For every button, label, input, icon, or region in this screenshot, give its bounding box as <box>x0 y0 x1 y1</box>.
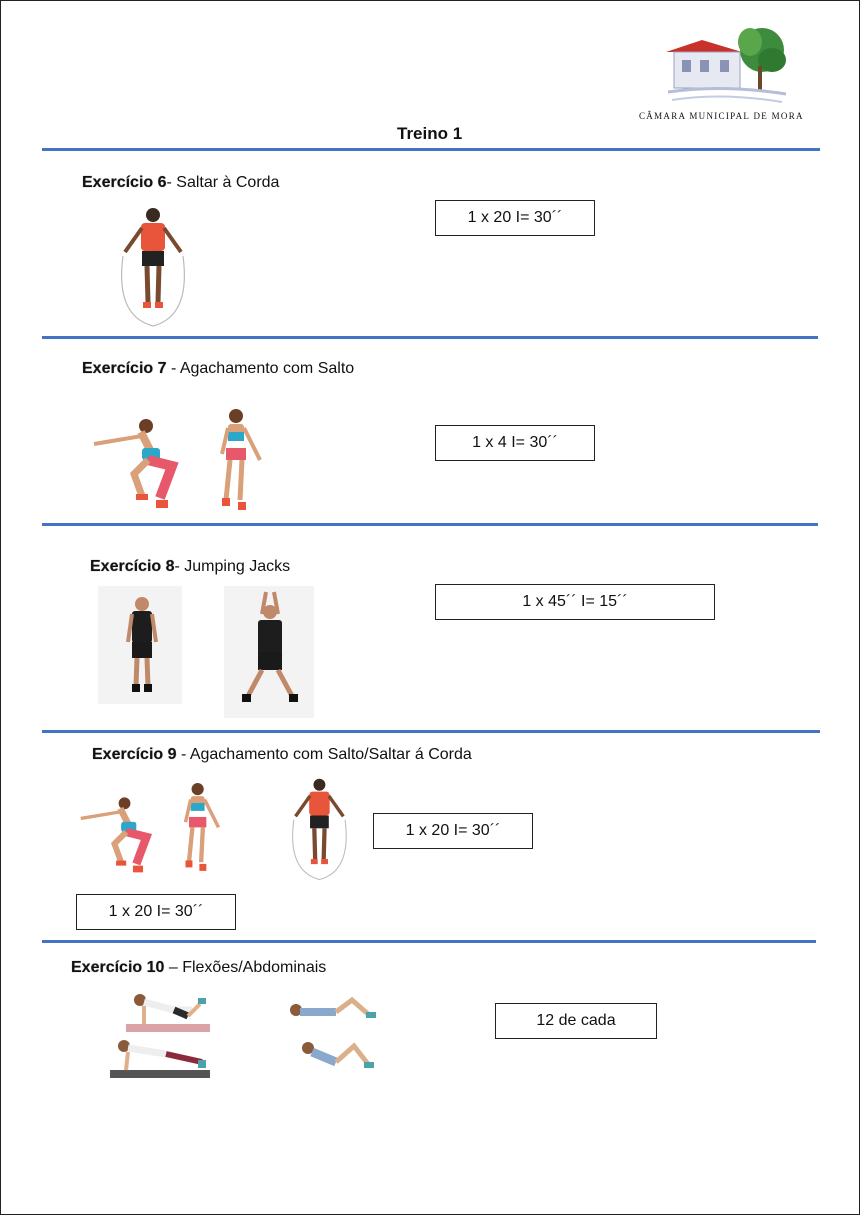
exercise-label: Exercício 9 <box>92 746 177 763</box>
divider <box>42 940 816 943</box>
exercise-label: Exercício 8 <box>90 558 175 575</box>
squat-figure <box>86 414 181 518</box>
exercise-name: - Jumping Jacks <box>174 558 291 575</box>
exercise-label: Exercício 10 <box>71 959 165 976</box>
exercise-6-heading <box>82 174 279 192</box>
jump-squat-figure <box>182 778 222 882</box>
exercise-10-sets-box: 12 de cada <box>495 1003 657 1039</box>
exercise-name: - Agachamento com Salto/Saltar á Corda <box>176 746 472 763</box>
squat-figure <box>74 786 154 888</box>
exercise-10-heading <box>71 959 326 977</box>
exercise-9-rope-sets-box: 1 x 20 I= 30´´ <box>373 813 533 849</box>
jump-rope-figure <box>115 206 190 330</box>
logo-text: CÂMARA MUNICIPAL DE MORA <box>639 111 804 121</box>
divider <box>42 148 820 151</box>
exercise-name: - Saltar à Corda <box>166 174 280 191</box>
exercise-9-squat-sets-box: 1 x 20 I= 30´´ <box>76 894 236 930</box>
crunch-figure <box>288 994 384 1024</box>
divider <box>42 336 818 339</box>
exercise-7-heading <box>82 360 354 378</box>
page-title: Treino 1 <box>397 124 463 143</box>
exercise-7-sets-box: 1 x 4 I= 30´´ <box>435 425 595 461</box>
jump-squat-figure <box>218 408 264 518</box>
exercise-9-heading <box>92 746 472 764</box>
exercise-8-heading <box>90 558 290 576</box>
exercise-name: – Flexões/Abdominais <box>164 959 327 976</box>
municipal-logo <box>662 22 792 110</box>
exercise-label: Exercício 6 <box>82 174 167 191</box>
exercise-6-sets-box: 1 x 20 I= 30´´ <box>435 200 595 236</box>
exercise-8-sets-box: 1 x 45´´ I= 15´´ <box>435 584 715 620</box>
jumping-jack-open-figure <box>238 588 302 706</box>
divider <box>42 523 818 526</box>
divider <box>42 730 820 733</box>
jump-rope-figure <box>287 776 351 884</box>
situp-figure <box>298 1038 380 1072</box>
jumping-jack-standing-figure <box>122 596 162 694</box>
exercise-label: Exercício 7 <box>82 360 167 377</box>
pushup-figure <box>110 1036 210 1080</box>
exercise-name: - Agachamento com Salto <box>166 360 355 377</box>
pushup-knee-figure <box>126 990 210 1034</box>
